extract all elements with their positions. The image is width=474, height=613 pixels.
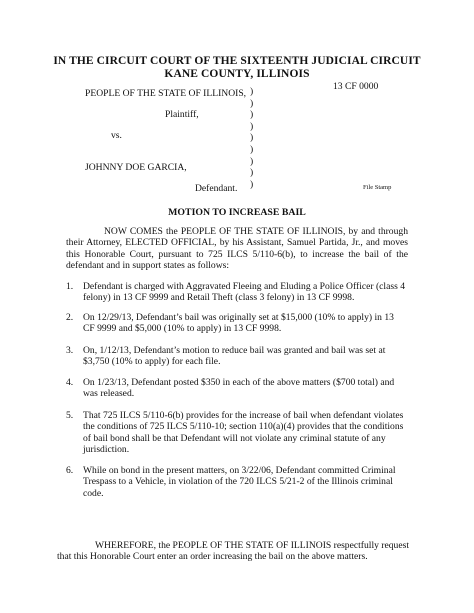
item-text: While on bond in the present matters, on 3/22/06, Defendant committed Criminal Trespass to a Vehicle, in violation of the 720 ILCS 5/21-2 of the Illinois criminal code. xyxy=(83,465,396,499)
item-number: 3. xyxy=(66,345,74,356)
versus-label: vs. xyxy=(111,130,122,141)
caption-paren: ) xyxy=(250,132,254,144)
item-text: On, 1/12/13, Defendant’s motion to reduce bail was granted and bail was set at $3,750 (10% to apply) for each file. xyxy=(83,345,386,368)
motion-title: MOTION TO INCREASE BAIL xyxy=(168,207,306,218)
caption-paren: ) xyxy=(250,167,254,179)
item-text: On 1/23/13, Defendant posted $350 in each of the above matters ($700 total) and was released. xyxy=(83,377,395,400)
intro-paragraph: NOW COMES the PEOPLE OF THE STATE OF ILLINOIS, by and through their Attorney, ELECTED OFFICIAL, by his Assistant, Samuel Partida, Jr., and moves this Honorable Court, pursuant to 725 ILCS 5/110-6(b), to increase the bail of the defendant and in support states as follows: xyxy=(66,226,408,272)
item-number: 4. xyxy=(66,377,74,388)
item-number: 1. xyxy=(66,281,74,292)
caption-paren: ) xyxy=(250,120,254,132)
plaintiff-role: Plaintiff, xyxy=(165,109,199,120)
caption-paren: ) xyxy=(250,97,254,109)
defendant-role: Defendant. xyxy=(195,183,238,194)
defendant-name: JOHNNY DOE GARCIA, xyxy=(85,162,187,173)
item-text: Defendant is charged with Aggravated Fleeing and Eluding a Police Officer (class 4 felony) in 13 CF 9999 and Retail Theft (class 3 felony) in 13 CF 9998. xyxy=(83,281,406,304)
court-heading-line2: KANE COUNTY, ILLINOIS xyxy=(164,68,310,80)
item-number: 5. xyxy=(66,410,74,421)
wherefore-paragraph: WHEREFORE, the PEOPLE OF THE STATE OF ILLINOIS respectfully request that this Honorable Court enter an order increasing the bail on the above matters. xyxy=(57,540,410,563)
item-number: 2. xyxy=(66,312,74,323)
item-text: That 725 ILCS 5/110-6(b) provides for the increase of bail when defendant violates the conditions of 725 ILCS 5/110-10; section 110(a)(4) provides that the conditions of bail bond shall be that Defendant will not violate any criminal statute of any jurisdiction. xyxy=(83,410,404,456)
item-number: 6. xyxy=(66,465,74,476)
caption-paren: ) xyxy=(250,109,254,121)
court-heading-line1: IN THE CIRCUIT COURT OF THE SIXTEENTH JUDICIAL CIRCUIT xyxy=(53,55,421,67)
caption-parens xyxy=(250,86,253,190)
plaintiff-name: PEOPLE OF THE STATE OF ILLINOIS, xyxy=(85,88,247,99)
item-text: On 12/29/13, Defendant’s bail was originally set at $15,000 (10% to apply) in 13 CF 9999 and $5,000 (10% to apply) in 13 CF 9998. xyxy=(83,312,394,335)
caption-paren: ) xyxy=(250,86,254,97)
case-number: 13 CF 0000 xyxy=(333,81,379,92)
caption-paren: ) xyxy=(250,143,254,155)
file-stamp-label: File Stamp xyxy=(363,184,392,191)
caption-paren: ) xyxy=(250,155,254,167)
caption-paren: ) xyxy=(250,178,254,190)
